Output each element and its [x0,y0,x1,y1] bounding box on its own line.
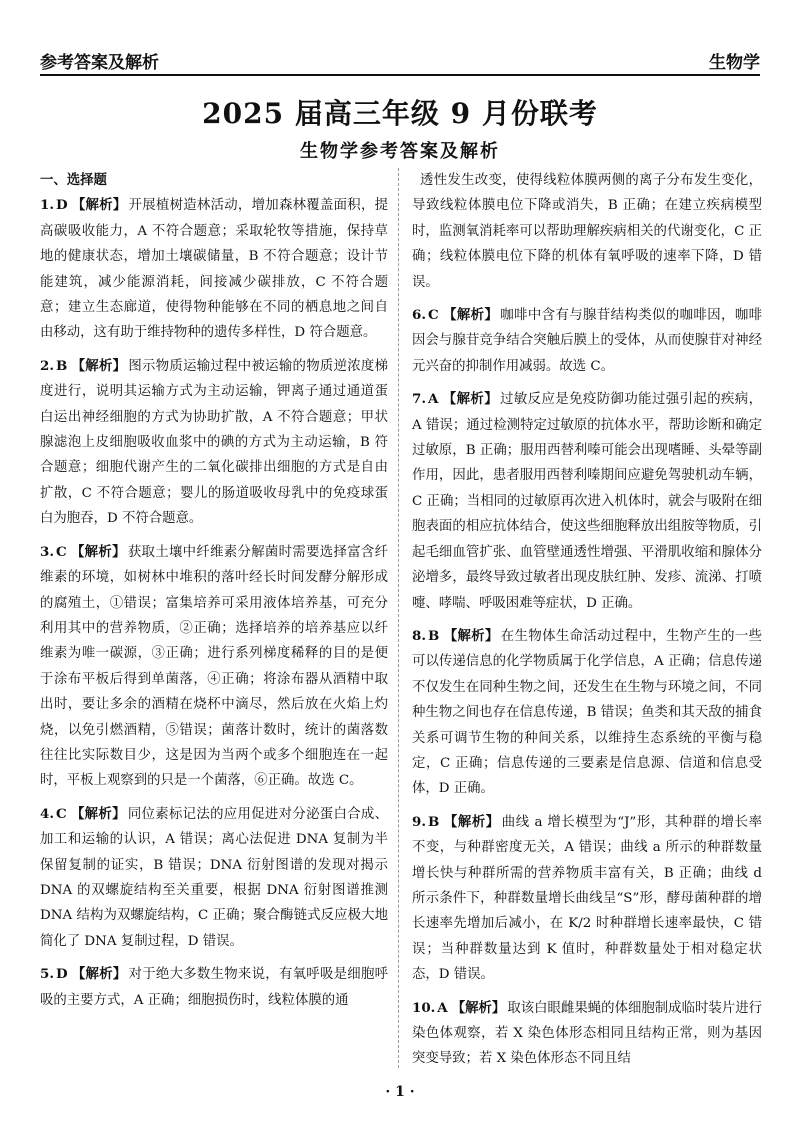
answer-item [40,962,388,1013]
analysis-tag: 【解析】 [70,543,126,560]
answer-letter: A [427,391,439,408]
analysis-tag: 【解析】 [442,307,499,324]
page-subtitle: 生物学参考答案及解析 [300,141,500,162]
analysis-tag: 【解析】 [71,357,127,374]
answer-item [40,540,388,794]
analysis-text: 获取土壤中纤维素分解菌时需要选择富含纤维素的环境，如树林中堆积的落叶经长时间发酵分解形成的腐殖土，①错误；富集培养可采用液体培养基，可充分利用其中的营养物质，②正确；选择培养的培养基应以纤维素为唯一碳源，③正确；进行系列梯度稀释的目的是便于涂布平板后得到单菌落，④正确；将涂布器从酒精中取出时，要让多余的酒精在烧杯中滴尽，然后放在火焰上灼烧，以免引燃酒精，⑤错误；菌落计数时，统计的菌落数往往比实际数目少，这是因为当两个或多个细胞连在一起时，平板上观察到的只是一个菌落，⑥正确。故选 C。 [40,544,389,789]
header-subject-label: 生物学 [709,53,760,73]
analysis-text: 在生物体生命活动过程中，生物产生的一些可以传递信息的化学物质属于化学信息，A 正确；信息传递不仅发生在同种生物之间，还发生在生物与环境之间，不同种生物之间也存在信息传递，B 错误；鱼类和其天敌的捕食关系可调节生物的种间关系，以维持生态系统的平衡与稳定，C 正确；信息传递的三要素是信息源、信道和信息受体，D 正确。 [412,628,763,797]
question-number: 5. [40,966,54,983]
header-left-label: 参考答案及解析 [40,53,159,73]
analysis-text: 曲线 a 增长模型为“J”形，其种群的增长率不变，与种群密度无关，A 错误；曲线 a 所示的种群数量增长快与种群所需的营养物质丰富有关，B 正确；曲线 d 所示条件下，种群数量增长曲线呈“S”形，酵母菌种群的增长速率先增加后减小，在 K/2 时种群增长速率最快，C 错误；当种群数量达到 K 值时，种群数量处于相对稳定状态，D 错误。 [412,814,763,983]
analysis-tag: 【解析】 [70,805,126,822]
analysis-text: 图示物质运输过程中被运输的物质逆浓度梯度进行，说明其运输方式为主动运输，钾离子通过通道蛋白运出神经细胞的方式为协助扩散，A 不符合题意；甲状腺滤泡上皮细胞吸收血浆中的碘的方式为主动运输，B 符合题意；细胞代谢产生的二氧化碳排出细胞的方式是自由扩散，C 不符合题意；婴儿的肠道吸收母乳中的免疫球蛋白为胞吞，D 不符合题意。 [40,358,389,527]
analysis-text: 透性发生改变，使得线粒体膜两侧的离子分布发生变化，导致线粒体膜电位下降或消失，B 正确；在建立疾病模型时，监测氧消耗率可以帮助理解疾病相关的代谢变化，C 正确；线粒体膜电位下降的机体有氧呼吸的速率下降，D 错误。 [412,173,762,290]
analysis-tag: 【解析】 [71,966,127,983]
analysis-text: 同位素标记法的应用促进对分泌蛋白合成、加工和运输的认识，A 错误；离心法促进 DNA 复制为半保留复制的证实，B 错误；DNA 衍射图谱的发现对揭示 DNA 的双螺旋结构至关重要，根据 DNA 衍射图谱推测 DNA 结构为双螺旋结构，C 正确；聚合酶链式反应极大地简化了 DNA 复制过程，D 错误。 [40,806,389,949]
analysis-text: 对于绝大多数生物来说，有氧呼吸是细胞呼吸的主要方式，A 正确；细胞损伤时，线粒体膜的通 [40,967,389,1008]
question-number: 7. [412,391,426,408]
answer-letter: D [55,197,68,214]
analysis-text: 咖啡中含有与腺苷结构类似的咖啡因，咖啡因会与腺苷竞争结合突触后膜上的受体，从而使腺苷对神经元兴奋的抑制作用减弱。故选 C。 [412,308,763,374]
answer-letter: C [55,543,67,560]
analysis-text: 取该白眼雌果蝇的体细胞制成临时装片进行染色体观察，若 X 染色体形态相同且结构正常，则为基因突变导致；若 X 染色体形态不同且结 [412,1000,763,1067]
answer-letter: C [427,307,439,324]
analysis-tag: 【解析】 [443,813,500,830]
answer-letter: C [55,805,67,822]
question-number: 6. [412,307,426,324]
answer-item [412,387,762,616]
question-number: 2. [40,357,54,374]
question-number: 10. [412,999,436,1016]
answer-item [40,193,388,345]
page-title: 2025 届高三年级 9 月份联考 [202,97,598,130]
analysis-tag: 【解析】 [71,197,127,214]
page-number: · 1 · [385,1084,415,1100]
answer-letter: A [437,999,448,1016]
question-number: 8. [412,627,426,644]
section-title: 一、选择题 [40,172,107,188]
answer-item [412,624,762,802]
question-number: 1. [40,197,54,214]
question-number: 9. [412,813,426,830]
left-column [40,168,388,1021]
answer-letter: B [55,357,68,374]
page-header [40,44,760,76]
answer-item [412,303,762,379]
answer-letter: B [427,627,440,644]
answer-item [412,810,762,988]
column-divider [398,168,400,1068]
answer-item [40,354,388,532]
right-column [412,168,762,1080]
answer-letter: D [55,966,68,983]
analysis-text: 开展植树造林活动，增加森林覆盖面积，提高碳吸收能力，A 不符合题意；采取轮牧等措施，保持草地的健康状态，增加土壤碳储量，B 不符合题意；设计节能建筑，减少能源消耗，间接减少碳排放，C 不符合题意；建立生态廊道，使得物种能够在不同的栖息地之间自由移动，这有助于维持物种的遗传多样性，D 符合题意。 [40,198,389,341]
analysis-tag: 【解析】 [442,391,499,408]
answer-item [412,168,762,295]
question-number: 3. [40,543,54,560]
analysis-text: 过敏反应是免疫防御功能过强引起的疾病，A 错误；通过检测特定过敏原的抗体水平，帮助诊断和确定过敏原，B 正确；服用西替利嗪可能会出现嗜睡、头晕等副作用，因此，患者服用西替利嗪期间应避免驾驶机动车辆，C 正确；当相同的过敏原再次进入机体时，就会与吸附在细胞表面的相应抗体结合，使这些细胞释放出组胺等物质，引起毛细血管扩张、血管壁通透性增强、平滑肌收缩和腺体分泌增多，最终导致过敏者出现皮肤红肿、发疹、流涕、打喷嚏、哮喘、呼吸困难等症状，D 正确。 [412,392,763,611]
analysis-tag: 【解析】 [451,999,506,1016]
analysis-tag: 【解析】 [443,627,499,644]
answer-item [412,996,762,1072]
answer-item [40,802,388,954]
answer-letter: B [427,813,440,830]
question-number: 4. [40,805,54,822]
